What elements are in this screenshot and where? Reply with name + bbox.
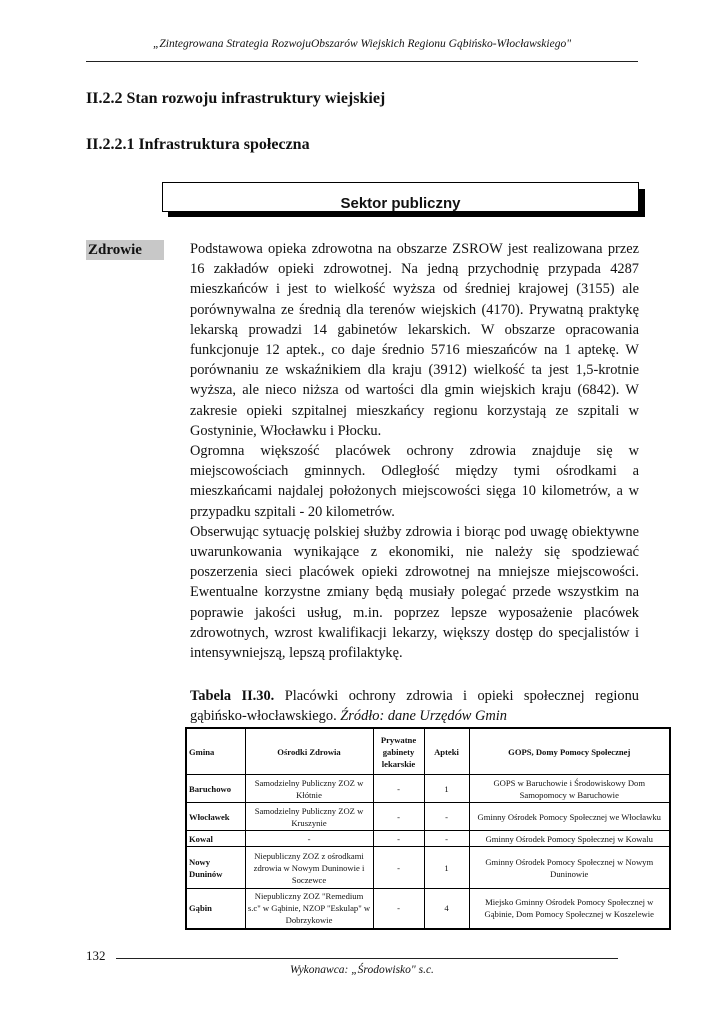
sector-box (162, 182, 639, 212)
table-cell: Gminny Ośrodek Pomocy Społecznej we Włocławku (469, 803, 670, 831)
running-header: „Zintegrowana Strategia RozwojuObszarów Wiejskich Regionu Gąbińsko-Włocławskiego" (152, 38, 572, 50)
table-caption-label: Tabela II.30. (190, 688, 275, 704)
table-row (186, 889, 670, 929)
table-row (186, 831, 670, 847)
paragraph: Podstawowa opieka zdrowotna na obszarze ZSROW jest realizowana przez 16 zakładów opieki zdrowotnej. Na jedną przychodnię przypada 4287 mieszkańców i jest to wielkość wyższa od średniej krajowej (3155) ale porównywalna ze średnią dla terenów wiejskich (4170). Prywatną praktykę lekarską prowadzi 14 gabinetów lekarskich. W obszarze opracowania funkcjonuje 12 aptek., co daje średnio 5716 mieszańców na 1 aptekę. W porównaniu ze wskaźnikiem dla kraju (3912) wielkość ta jest 1,5-krotnie wyższa, ale nieco niższa od wartości dla gmin wiejskich kraju (6842). W zakresie opieki szpitalnej mieszkańcy regionu korzystają ze szpitali w Gostyninie, Włocławku i Płocku. (190, 241, 639, 439)
sector-title: Sektor publiczny (340, 195, 461, 212)
table-cell: - (373, 803, 424, 831)
table-row (186, 803, 670, 831)
table-cell: GOPS w Baruchowie i Środowiskowy Dom Samopomocy w Baruchowie (469, 775, 670, 803)
table-header-row (186, 728, 670, 775)
header-divider (86, 61, 638, 62)
paragraph: Obserwując sytuację polskiej służby zdrowia i biorąc pod uwagę obiektywne uwarunkowania wynikające z ekonomiki, nie należy się spodziewać poszerzenia sieci placówek opieki zdrowotnej na mniejsze miejscowości. Ewentualne korzystne zmiany będą musiały polegać przede wszystkim na poprawie jakości usług, m.in. poprzez lepsze wyposażenie placówek zdrowotnych, wzrost kwalifikacji lekarzy, większy dostęp do specjalistów i intensywniejszą, lepszą profilaktykę. (190, 523, 639, 662)
paragraph: Ogromna większość placówek ochrony zdrowia znajduje się w miejscowościach gminnych. Odległość między tymi ośrodkami a mieszkańcami najdalej położonych miejscowości sięga 10 kilometrów, a w przypadku szpitali - 20 kilometrów. (190, 443, 639, 520)
footer-divider (116, 958, 618, 959)
table-cell: Miejsko Gminny Ośrodek Pomocy Społecznej w Gąbinie, Dom Pomocy Społecznej w Koszelewie (469, 889, 670, 929)
column-header: Gmina (186, 728, 245, 775)
table-caption-text: Placówki ochrony zdrowia i opieki społecznej regionu gąbińsko-włocławskiego. (190, 688, 639, 724)
table-cell: Nowy Duninów (186, 847, 245, 889)
column-header: Ośrodki Zdrowia (245, 728, 373, 775)
table-cell: - (424, 803, 469, 831)
table-cell: - (245, 831, 373, 847)
table-cell: 1 (424, 847, 469, 889)
table-cell: Niepubliczny ZOZ "Remedium s.c" w Gąbinie, NZOP "Eskulap" w Dobrzykowie (245, 889, 373, 929)
body-text (190, 239, 639, 663)
table-cell: Baruchowo (186, 775, 245, 803)
table-cell: - (373, 831, 424, 847)
table-cell: - (373, 775, 424, 803)
table-cell: Gminny Ośrodek Pomocy Społecznej w Nowym Duninowie (469, 847, 670, 889)
table-cell: - (424, 831, 469, 847)
table-cell: Gąbin (186, 889, 245, 929)
table-cell: Włocławek (186, 803, 245, 831)
table-row (186, 775, 670, 803)
table-cell: Niepubliczny ZOZ z ośrodkami zdrowia w Nowym Duninowie i Soczewce (245, 847, 373, 889)
column-header: Apteki (424, 728, 469, 775)
table-row (186, 847, 670, 889)
page-number: 132 (86, 948, 106, 963)
table-cell: Samodzielny Publiczny ZOZ w Kłótnie (245, 775, 373, 803)
table-cell: Kowal (186, 831, 245, 847)
table-cell: 1 (424, 775, 469, 803)
column-header: GOPS, Domy Pomocy Społecznej (469, 728, 670, 775)
column-header: Prywatne gabinety lekarskie (373, 728, 424, 775)
table-cell: Gminny Ośrodek Pomocy Społecznej w Kowalu (469, 831, 670, 847)
table-caption-source: Źródło: dane Urzędów Gmin (336, 708, 507, 724)
running-footer: Wykonawca: „Środowisko" s.c. (290, 964, 434, 976)
side-label-health: Zdrowie (86, 240, 164, 260)
table-cell: 4 (424, 889, 469, 929)
health-facilities-table (185, 727, 671, 930)
table-cell: - (373, 889, 424, 929)
table-cell: Samodzielny Publiczny ZOZ w Kruszynie (245, 803, 373, 831)
section-heading: II.2.2 Stan rozwoju infrastruktury wiejskiej (86, 90, 386, 107)
subsection-heading: II.2.2.1 Infrastruktura społeczna (86, 136, 310, 153)
table-caption (190, 686, 639, 726)
table-cell: - (373, 847, 424, 889)
